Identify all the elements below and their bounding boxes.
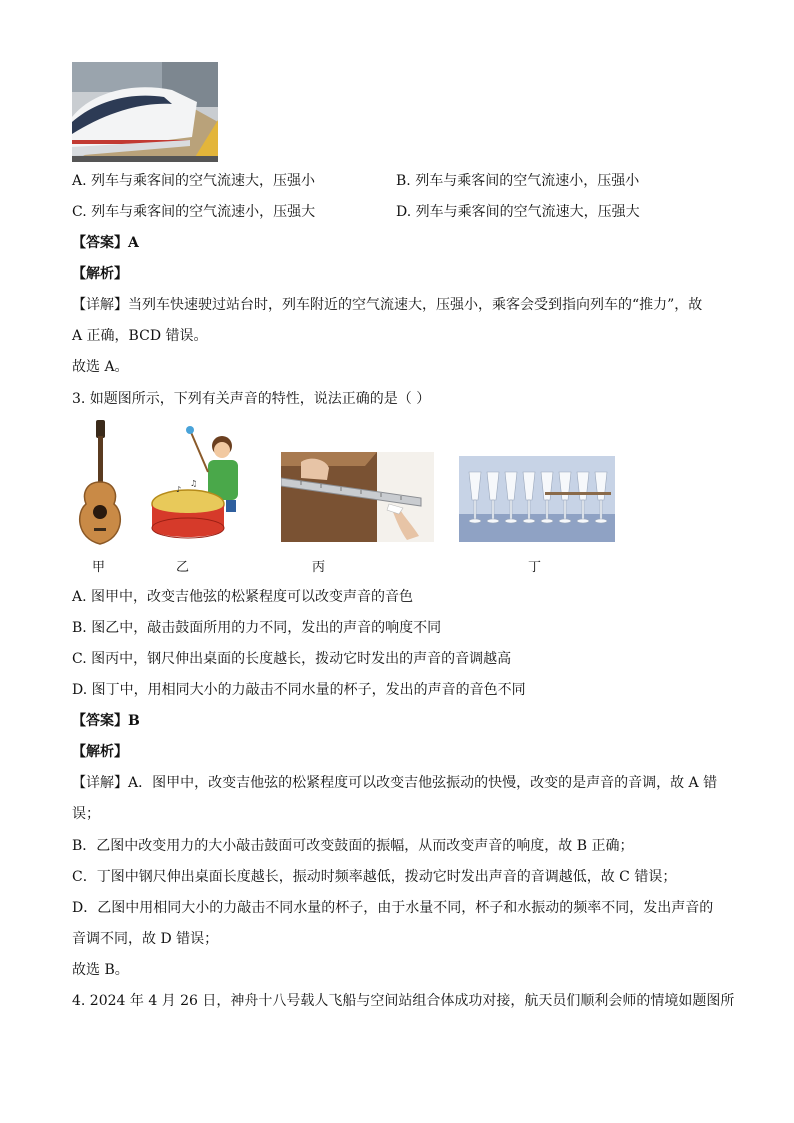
q3-detail-line6: 音调不同，故 D 错误； [72,931,219,947]
guitar-figure [72,420,128,548]
q3-detail-line5: D．乙图中用相同大小的力敲击不同水量的杯子，由于水量不同，杯子和水振动的频率不同，发出声音的 [72,900,714,916]
q2-analysis-label: 【解析】 [72,266,128,282]
q2-detail-line2: A 正确，BCD 错误。 [72,328,208,344]
q3-detail-line2: 误； [72,806,100,822]
q3-analysis-label: 【解析】 [72,744,128,760]
svg-text:♫: ♫ [190,479,198,488]
glasses-figure [459,456,615,542]
q4-stem: 4. 2024 年 4 月 26 日，神舟十八号载人飞船与空间站组合体成功对接，航天员们顺利会师的情境如题图所 [72,993,735,1009]
caption-ding: 丁 [528,560,542,575]
ruler-figure [281,452,434,542]
caption-bing: 丙 [312,560,326,575]
q2-option-c: C. 列车与乘客间的空气流速小，压强大 [72,204,316,220]
q3-stem: 3. 如题图所示，下列有关声音的特性，说法正确的是（ ） [72,391,431,407]
q2-option-a: A. 列车与乘客间的空气流速大，压强小 [72,173,316,189]
q3-detail-line1: 【详解】A．图甲中，改变吉他弦的松紧程度可以改变吉他弦振动的快慢，改变的是声音的音调，故 A 错 [72,775,718,791]
q3-option-c: C. 图丙中，钢尺伸出桌面的长度越长，拨动它时发出的声音的音调越高 [72,651,512,667]
q2-answer: 【答案】A [72,235,139,251]
q2-option-d: D. 列车与乘客间的空气流速大，压强大 [396,204,640,220]
q3-detail-line4: C．丁图中钢尺伸出桌面长度越长，振动时频率越低，拨动它时发出声音的音调越低，故 C 错误； [72,869,677,885]
q2-option-b: B. 列车与乘客间的空气流速小，压强小 [396,173,640,189]
q3-option-a: A. 图甲中，改变吉他弦的松紧程度可以改变声音的音色 [72,589,414,605]
drum-figure [150,424,246,546]
svg-text:♪: ♪ [176,485,182,494]
q3-option-b: B. 图乙中，敲击鼓面所用的力不同，发出的声音的响度不同 [72,620,442,636]
q2-detail-line1: 【详解】当列车快速驶过站台时，列车附近的空气流速大，压强小，乘客会受到指向列车的“推力”，故 [72,297,703,313]
q3-conclusion: 故选 B。 [72,962,129,978]
caption-jia: 甲 [92,560,106,575]
caption-yi: 乙 [176,560,190,575]
q3-answer: 【答案】B [72,713,140,729]
q3-detail-line3: B．乙图中改变用力的大小敲击鼓面可改变鼓面的振幅，从而改变声音的响度，故 B 正确； [72,838,634,854]
train-photo [72,62,218,162]
q3-option-d: D. 图丁中，用相同大小的力敲击不同水量的杯子，发出的声音的音色不同 [72,682,526,698]
q2-conclusion: 故选 A。 [72,359,129,375]
